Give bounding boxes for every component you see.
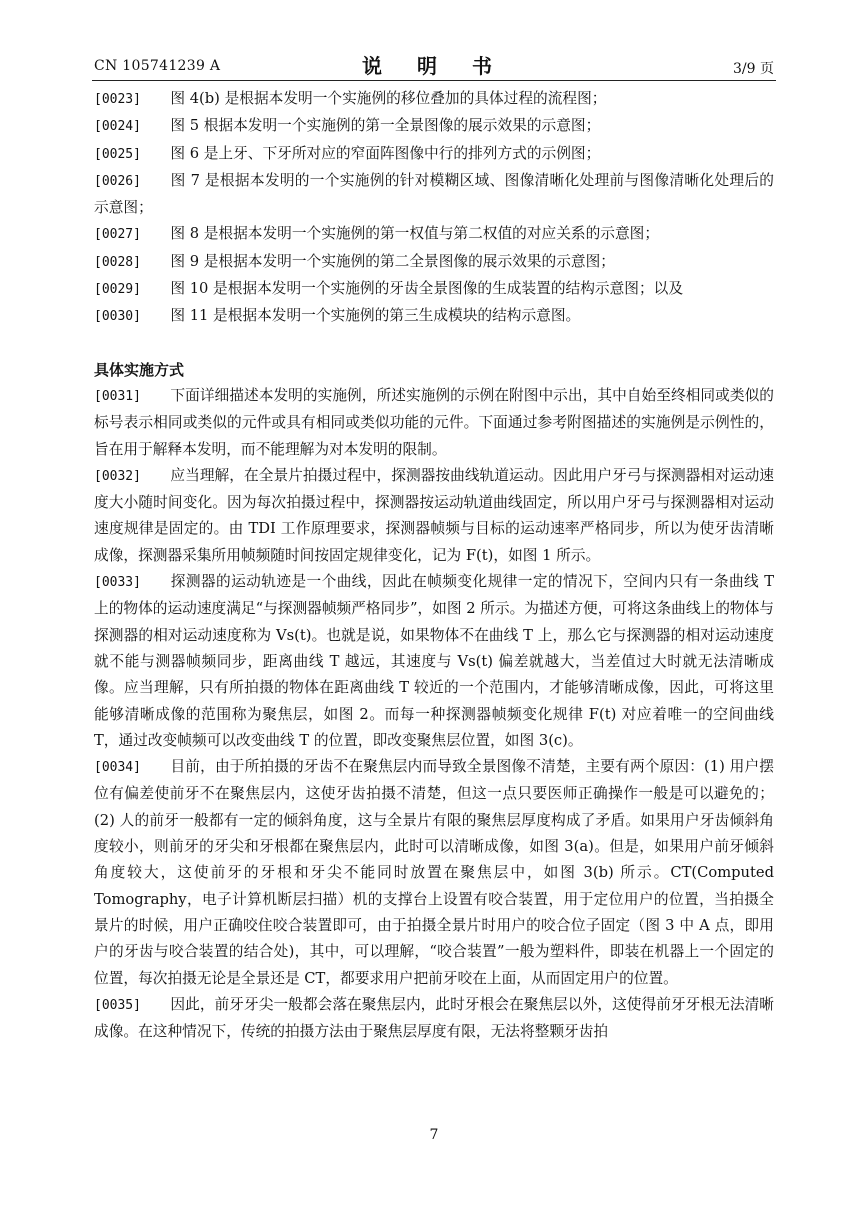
section-heading: 具体实施方式	[94, 360, 185, 379]
paragraph-0033	[94, 569, 774, 754]
header-rule	[92, 80, 776, 81]
paragraph-text: 图 7 是根据本发明的一个实施例的针对模糊区域、图像清晰化处理前与图像清晰化处理后的示意图；	[94, 171, 774, 217]
paragraph-text: 探测器的运动轨迹是一个曲线，因此在帧频变化规律一定的情况下，空间内只有一条曲线 T 上的物体的运动速度满足“与探测器帧频严格同步”，如图 2 所示。为描述方便，可将这条曲线上的物体与探测器的相对运动速度称为 Vs(t)。也就是说，如果物体不在曲线 T 上，那么它与探测器的相对运动速度就不能与测器帧频同步，距离曲线 T 越远，其速度与 Vs(t) 偏差就越大，当差值过大时就无法清晰成像。应当理解，只有所拍摄的物体在距离曲线 T 较近的一个范围内，才能够清晰成像，因此，可将这里能够清晰成像的范围称为聚焦层，如图 2。而每一种探测器帧频变化规律 F(t) 对应着唯一的空间曲线 T，通过改变帧频可以改变曲线 T 的位置，即改变聚焦层位置，如图 3(c)。	[94, 573, 774, 749]
paragraph-0031	[94, 383, 774, 463]
paragraph-number: [0029]	[94, 282, 141, 298]
paragraph-number: [0023]	[94, 92, 141, 107]
publication-number: CN 105741239 A	[94, 58, 221, 74]
paragraph-text: 图 5 根据本发明一个实施例的第一全景图像的展示效果的示意图；	[170, 117, 601, 135]
paragraph-0028	[94, 249, 774, 276]
paragraph-0027	[94, 221, 774, 248]
paragraph-text: 图 4(b) 是根据本发明一个实施例的移位叠加的具体过程的流程图；	[170, 90, 607, 107]
paragraph-0029	[94, 276, 774, 303]
paragraph-0023	[94, 86, 774, 113]
paragraph-number: [0030]	[94, 309, 141, 325]
paragraph-0032	[94, 463, 774, 569]
paragraph-text: 图 6 是上牙、下牙所对应的窄面阵图像中行的排列方式的示例图；	[170, 144, 601, 162]
paragraph-number: [0028]	[94, 254, 141, 270]
paragraph-text: 下面详细描述本发明的实施例，所述实施例的示例在附图中示出，其中自始至终相同或类似的标号表示相同或类似的元件或具有相同或类似功能的元件。下面通过参考附图描述的实施例是示例性的，旨在用于解释本发明，而不能理解为对本发明的限制。	[94, 386, 774, 458]
section-gap	[94, 331, 774, 357]
paragraph-text: 图 10 是根据本发明一个实施例的牙齿全景图像的生成装置的结构示意图；以及	[170, 280, 684, 298]
paragraph-0035	[94, 992, 774, 1046]
paragraph-text: 图 11 是根据本发明一个实施例的第三生成模块的结构示意图。	[170, 307, 581, 325]
paragraph-number: [0031]	[94, 388, 141, 404]
paragraph-number: [0034]	[94, 760, 141, 776]
paragraph-0025	[94, 141, 774, 168]
paragraph-0030	[94, 303, 774, 330]
paragraph-number: [0026]	[94, 173, 141, 189]
document-body	[94, 86, 774, 1045]
paragraph-0024	[94, 113, 774, 140]
paragraph-text: 目前，由于所拍摄的牙齿不在聚焦层内而导致全景图像不清楚，主要有两个原因：(1) 用户摆位有偏差使前牙不在聚焦层内，这使牙齿拍摄不清楚，但这一点只要医师正确操作一般是可以避免的；(2) 人的前牙一般都有一定的倾斜角度，这与全景片有限的聚焦层厚度构成了矛盾。如果用户牙齿倾斜角度较小，则前牙的牙尖和牙根都在聚焦层内，此时可以清晰成像，如图 3(a)。但是，如果用户前牙倾斜角度较大，这使前牙的牙根和牙尖不能同时放置在聚焦层中，如图 3(b) 所示。CT(Computed Tomography，电子计算机断层扫描）机的支撑台上设置有咬合装置，用于定位用户的位置，当拍摄全景片的时候，用户正确咬住咬合装置即可，由于拍摄全景片时用户的咬合位子固定（图 3 中 A 点，即用户的牙齿与咬合装置的结合处)，其中，可以理解，“咬合装置”一般为塑料件，即装在机器上一个固定的位置，每次拍摄无论是全景还是 CT，都要求用户把前牙咬在上面，从而固定用户的位置。	[94, 758, 774, 987]
paragraph-number: [0025]	[94, 146, 141, 162]
paragraph-number: [0027]	[94, 227, 141, 243]
paragraph-0034	[94, 754, 774, 992]
paragraph-0026	[94, 168, 774, 222]
page-number: 7	[429, 1127, 439, 1143]
paragraph-number: [0024]	[94, 119, 141, 135]
paragraph-number: [0032]	[94, 468, 141, 484]
paragraph-text: 应当理解，在全景片拍摄过程中，探测器按曲线轨道运动。因此用户牙弓与探测器相对运动速度大小随时间变化。因为每次拍摄过程中，探测器按运动轨道曲线固定，所以用户牙弓与探测器相对运动速度规律是固定的。由 TDI 工作原理要求，探测器帧频与目标的运动速率严格同步，所以为使牙齿清晰成像，探测器采集所用帧频随时间按固定规律变化，记为 F(t)，如图 1 所示。	[94, 466, 774, 564]
page-count: 3/9 页	[733, 61, 774, 77]
paragraph-number: [0033]	[94, 575, 141, 591]
paragraph-text: 因此，前牙牙尖一般都会落在聚焦层内，此时牙根会在聚焦层以外，这使得前牙牙根无法清晰成像。在这种情况下，传统的拍摄方法由于聚焦层厚度有限，无法将整颗牙齿拍	[94, 995, 774, 1041]
paragraph-text: 图 9 是根据本发明一个实施例的第二全景图像的展示效果的示意图；	[170, 252, 615, 270]
paragraph-text: 图 8 是根据本发明一个实施例的第一权值与第二权值的对应关系的示意图；	[170, 225, 660, 243]
paragraph-number: [0035]	[94, 997, 141, 1013]
document-title: 说 明 书	[362, 54, 506, 78]
